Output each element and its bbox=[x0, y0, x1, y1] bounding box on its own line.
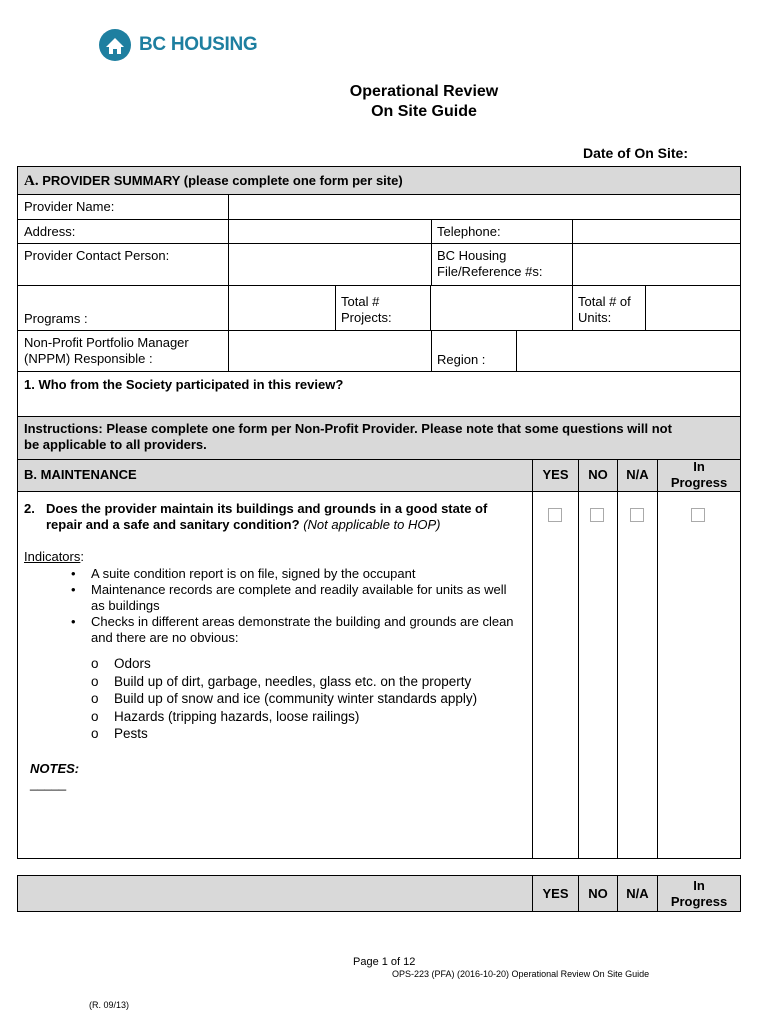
q2-no-checkbox[interactable] bbox=[590, 508, 604, 522]
sub-indicator: o Build up of snow and ice (community winter standards apply) bbox=[91, 691, 478, 706]
indicator-bullet: • Maintenance records are complete and readily available for units as well as buildings bbox=[71, 582, 507, 613]
document-id: OPS-223 (PFA) (2016-10-20) Operational Review On Site Guide bbox=[392, 969, 650, 979]
total-units-field[interactable] bbox=[646, 286, 740, 330]
q2-in-progress-checkbox[interactable] bbox=[691, 508, 705, 522]
indicator-bullet: • A suite condition report is on file, signed by the occupant bbox=[71, 566, 416, 581]
revision-code: (R. 09/13) bbox=[89, 1000, 130, 1010]
col-na-header: N/A bbox=[626, 467, 649, 482]
indicator-bullet: • Checks in different areas demonstrate the building and grounds are clean and there are no obvious: bbox=[71, 614, 514, 645]
contact-person-label: Provider Contact Person: bbox=[24, 248, 170, 263]
region-label: Region : bbox=[437, 352, 486, 367]
sub-indicator: o Hazards (tripping hazards, loose railings) bbox=[91, 708, 360, 724]
question-2-number: 2. bbox=[24, 501, 35, 516]
col-no-header: NO bbox=[588, 467, 608, 482]
sub-indicator: o Odors bbox=[91, 656, 151, 671]
nppm-label: Non-Profit Portfolio Manager (NPPM) Responsible : bbox=[24, 335, 189, 366]
indicators-list bbox=[71, 566, 516, 646]
page-title-line1: Operational Review bbox=[349, 83, 499, 100]
indicators-sublist bbox=[91, 655, 521, 743]
sub-indicator: o Pests bbox=[91, 726, 148, 741]
indicators-label: Indicators: bbox=[24, 549, 84, 564]
total-projects-field[interactable] bbox=[431, 286, 572, 330]
telephone-label: Telephone: bbox=[437, 224, 501, 239]
provider-name-label: Provider Name: bbox=[24, 199, 115, 214]
logo-text: BC HOUSING bbox=[139, 34, 258, 55]
t2-col-yes-header: YES bbox=[542, 886, 569, 901]
page-title-line2: On Site Guide bbox=[371, 103, 477, 120]
total-projects-label: Total # Projects: bbox=[341, 294, 392, 325]
bc-file-label: BC Housing File/Reference #s: bbox=[437, 248, 543, 279]
provider-name-field[interactable] bbox=[229, 195, 740, 219]
col-in-progress-header: In Progress bbox=[670, 459, 728, 490]
address-label: Address: bbox=[24, 224, 76, 239]
nppm-field[interactable] bbox=[229, 331, 431, 371]
instructions: Instructions: Please complete one form per Non-Profit Provider. Please note that some questions will not be applicable to all providers. bbox=[24, 421, 672, 452]
t2-col-na-header: N/A bbox=[626, 886, 649, 901]
question-1-answer-field[interactable] bbox=[18, 395, 740, 416]
col-yes-header: YES bbox=[542, 467, 569, 482]
q2-yes-checkbox[interactable] bbox=[548, 508, 562, 522]
bc-file-field[interactable] bbox=[573, 244, 740, 285]
page-number: Page 1 of 12 bbox=[353, 956, 416, 968]
question-2-text: Does the provider maintain its buildings and grounds in a good state of repair and a safe and sanitary condition? (Not applicable to HOP) bbox=[46, 501, 488, 532]
contact-person-field[interactable] bbox=[229, 244, 431, 285]
q2-na-checkbox[interactable] bbox=[630, 508, 644, 522]
region-field[interactable] bbox=[517, 331, 740, 371]
programs-label: Programs : bbox=[24, 311, 88, 326]
notes-label: NOTES: bbox=[30, 761, 80, 776]
section-b-heading: B. MAINTENANCE bbox=[24, 467, 137, 482]
notes-field[interactable] bbox=[18, 792, 532, 858]
house-leaf-logo-icon bbox=[97, 28, 133, 62]
notes-line: _____ bbox=[30, 776, 67, 791]
t2-col-in-progress-header: In Progress bbox=[670, 878, 728, 909]
address-field[interactable] bbox=[229, 220, 431, 243]
total-units-label: Total # of Units: bbox=[578, 294, 631, 325]
question-1: 1. Who from the Society participated in this review? bbox=[24, 377, 344, 392]
telephone-field[interactable] bbox=[573, 220, 740, 243]
sub-indicator: o Build up of dirt, garbage, needles, glass etc. on the property bbox=[91, 673, 472, 689]
t2-col-no-header: NO bbox=[588, 886, 608, 901]
programs-field[interactable] bbox=[229, 286, 335, 330]
date-of-on-site-label: Date of On Site: bbox=[582, 145, 688, 161]
bc-housing-logo bbox=[97, 28, 257, 62]
section-a-heading: A. PROVIDER SUMMARY (please complete one form per site) bbox=[24, 173, 403, 189]
question-2-note: (Not applicable to HOP) bbox=[303, 517, 441, 532]
